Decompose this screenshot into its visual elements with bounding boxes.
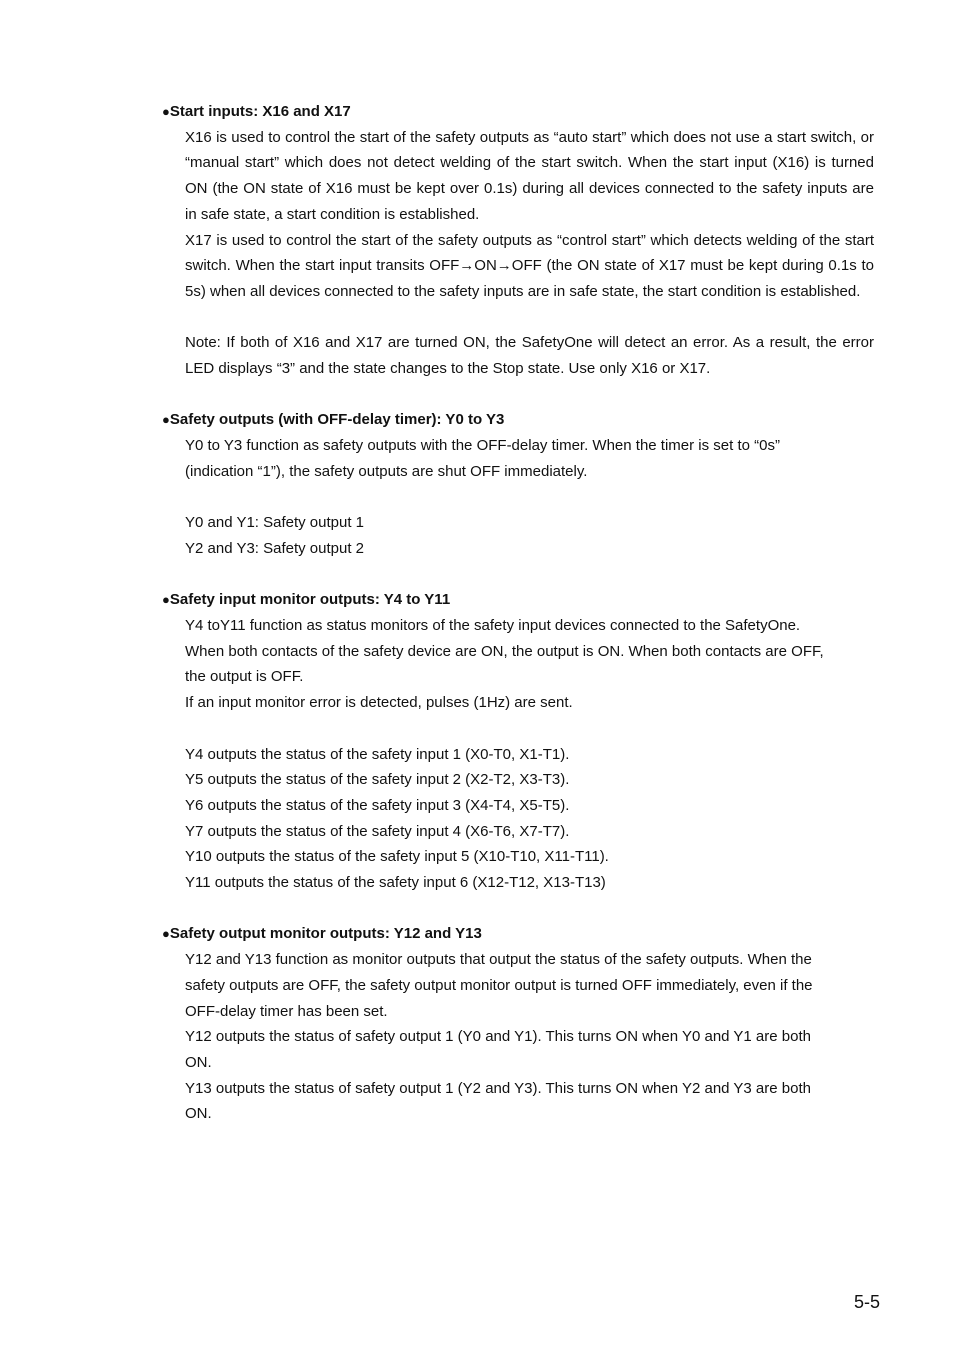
paragraph-line: When both contacts of the safety device are ON, the output is ON. When both contacts are OFF, (185, 642, 824, 660)
paragraph-line: ON. (185, 1053, 212, 1071)
paragraph-line: Y12 and Y13 function as monitor outputs that output the status of the safety outputs. When the (185, 951, 812, 969)
bullet-icon: ● (162, 926, 170, 942)
list-item: Y0 and Y1: Safety output 1 (185, 514, 365, 532)
bullet-icon: ● (162, 412, 170, 428)
section-body-output-monitor (185, 947, 874, 1127)
paragraph-line: the output is OFF. (185, 668, 304, 686)
paragraph-line: OFF-delay timer has been set. (185, 1002, 388, 1020)
paragraph: X17 is used to control the start of the safety outputs as “control start” which detects welding of the start switch. When the start input transits OFF→ON→OFF (the ON state of X17 must be kept during 0.1s to 5s) when all devices connected to the safety inputs are in safe state, the start condition is established. (185, 231, 874, 300)
paragraph-line: safety outputs are OFF, the safety output monitor output is turned OFF immediately, even if the (185, 976, 813, 994)
list-item: Y2 and Y3: Safety output 2 (185, 539, 365, 557)
section-heading-text: Start inputs: X16 and X17 (169, 103, 351, 120)
list-item: Y7 outputs the status of the safety input 4 (X6-T6, X7-T7). (185, 822, 570, 840)
list-item: Y11 outputs the status of the safety input 6 (X12-T12, X13-T13) (185, 874, 606, 892)
section-heading-text: Safety outputs (with OFF-delay timer): Y0 to Y3 (169, 411, 505, 429)
paragraph-line: ON. (185, 1105, 212, 1123)
section-body-safety-outputs (185, 433, 874, 562)
section-heading-start-inputs (162, 99, 874, 125)
paragraph-line: Y0 to Y3 function as safety outputs with the OFF-delay timer. When the timer is set to “0s” (185, 437, 780, 455)
list-item: Y10 outputs the status of the safety input 5 (X10-T10, X11-T11). (185, 848, 609, 866)
bullet-icon: ● (162, 592, 170, 608)
paragraph-line: Y13 outputs the status of safety output 1 (Y2 and Y3). This turns ON when Y2 and Y3 are both (185, 1079, 811, 1097)
page-content (162, 99, 874, 1127)
paragraph-line: Y4 toY11 function as status monitors of the safety input devices connected to the SafetyOne. (185, 617, 801, 634)
section-heading-input-monitor (162, 587, 874, 613)
note-paragraph: Note: If both of X16 and X17 are turned ON, the SafetyOne will detect an error. As a result, the error LED displays “3” and the state changes to the Stop state. Use only X16 or X17. (185, 334, 874, 378)
paragraph-line: If an input monitor error is detected, pulses (1Hz) are sent. (185, 694, 573, 712)
list-item: Y5 outputs the status of the safety input 2 (X2-T2, X3-T3). (185, 771, 570, 789)
bullet-icon: ● (162, 104, 170, 119)
section-heading-text: Safety input monitor outputs: Y4 to Y11 (169, 591, 451, 609)
section-heading-output-monitor (162, 921, 874, 947)
list-item: Y4 outputs the status of the safety input 1 (X0-T0, X1-T1). (185, 745, 570, 763)
section-body-start-inputs (185, 125, 874, 382)
section-heading-text: Safety output monitor outputs: Y12 and Y13 (169, 925, 482, 943)
list-item: Y6 outputs the status of the safety input 3 (X4-T4, X5-T5). (185, 796, 570, 814)
page-number: 5-5 (854, 1292, 881, 1312)
section-heading-safety-outputs (162, 407, 874, 433)
paragraph-line: (indication “1”), the safety outputs are shut OFF immediately. (185, 462, 588, 480)
section-body-input-monitor (185, 613, 874, 896)
paragraph: X16 is used to control the start of the safety outputs as “auto start” which does not use a start switch, or “manual start” which does not detect welding of the start switch. When the start input (X16) is turned ON (the ON state of X16 must be kept over 0.1s) during all devices connected to the safety inputs are in safe state, a start condition is established. (185, 128, 874, 223)
paragraph-line: Y12 outputs the status of safety output 1 (Y0 and Y1). This turns ON when Y0 and Y1 are both (185, 1028, 811, 1046)
